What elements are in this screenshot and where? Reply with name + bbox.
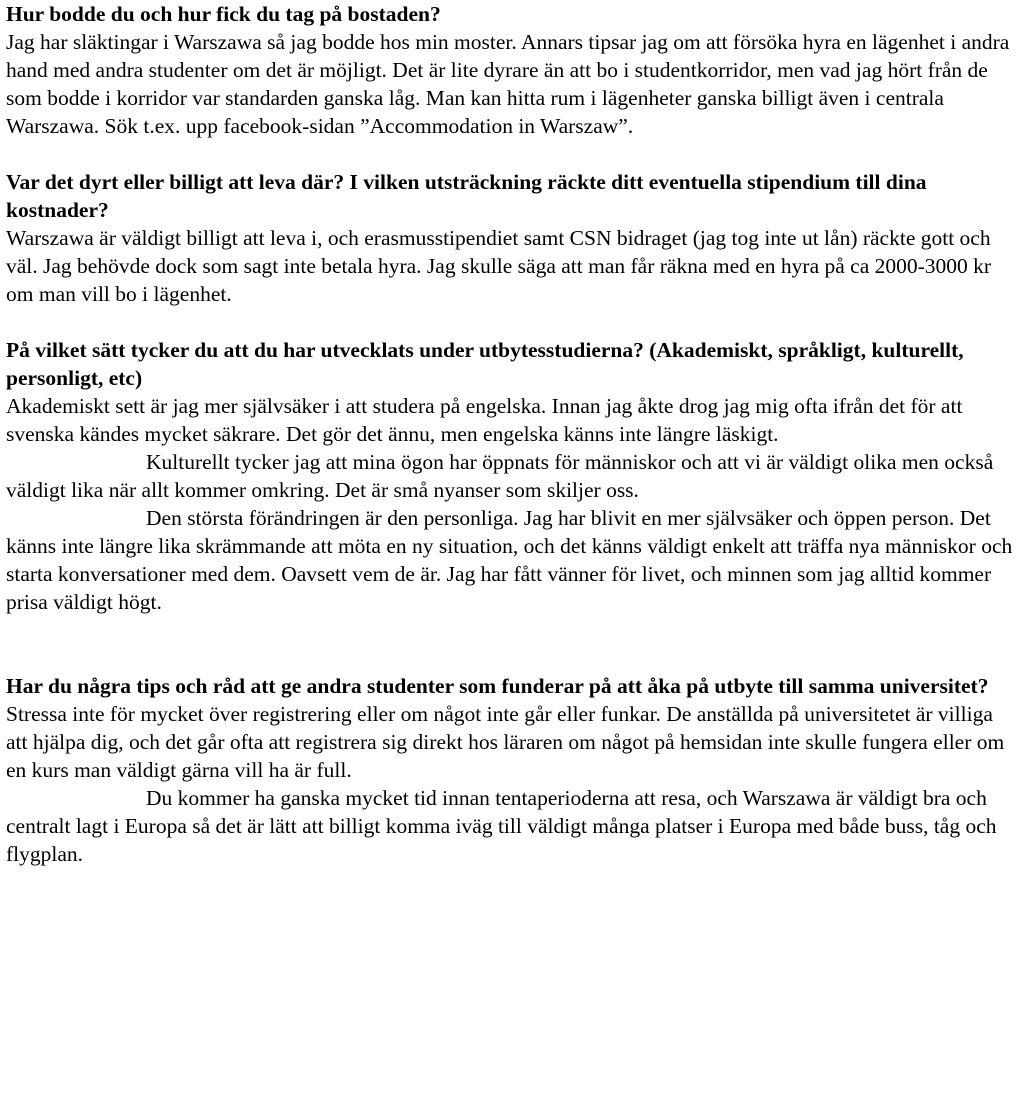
answer-paragraph: Jag har släktingar i Warszawa så jag bodde hos min moster. Annars tipsar jag om att försöka hyra en lägenhet i andra hand med andra studenter om det är möjligt. Det är lite dyrare än att bo i studentkorridor, men vad jag hört från de som bodde i korridor var standarden ganska låg. Man kan hitta rum i lägenheter ganska billigt även i centrala Warszawa. Sök t.ex. upp facebook-sidan ”Accommodation in Warszaw”.	[6, 30, 1010, 138]
spacer	[6, 308, 1016, 336]
question-heading: Har du några tips och råd att ge andra studenter som funderar på att åka på utbyte till samma universitet?	[6, 674, 989, 698]
spacer	[6, 140, 1016, 168]
question-heading: Hur bodde du och hur fick du tag på bostaden?	[6, 2, 441, 26]
section-housing	[6, 0, 1016, 140]
answer-paragraph: Akademiskt sett är jag mer självsäker i att studera på engelska. Innan jag åkte drog jag mig ofta ifrån det för att svenska kändes mycket säkrare. Det gör det ännu, men engelska känns inte längre läskigt.	[6, 394, 963, 446]
section-tips-and-advice	[6, 672, 1016, 868]
section-cost-of-living	[6, 168, 1016, 308]
question-heading: Var det dyrt eller billigt att leva där? I vilken utsträckning räckte ditt eventuella stipendium till dina kostnader?	[6, 170, 927, 222]
section-personal-development	[6, 336, 1016, 616]
answer-paragraph: Den största förändringen är den personliga. Jag har blivit en mer självsäker och öppen person. Det känns inte längre lika skrämmande att möta en ny situation, och det känns väldigt enkelt att träffa nya människor och starta konversationer med dem. Oavsett vem de är. Jag har fått vänner för livet, och minnen som jag alltid kommer prisa väldigt högt.	[6, 506, 1013, 614]
answer-paragraph: Warszawa är väldigt billigt att leva i, och erasmusstipendiet samt CSN bidraget (jag tog inte ut lån) räckte gott och väl. Jag behövde dock som sagt inte betala hyra. Jag skulle säga att man får räkna med en hyra på ca 2000-3000 kr om man vill bo i lägenhet.	[6, 226, 992, 306]
answer-paragraph: Stressa inte för mycket över registrering eller om något inte går eller funkar. De anställda på universitetet är villiga att hjälpa dig, och det går ofta att registrera sig direkt hos läraren om något på hemsidan inte skulle fungera eller om en kurs man väldigt gärna vill ha är full.	[6, 702, 1005, 782]
question-heading: På vilket sätt tycker du att du har utvecklats under utbytesstudierna? (Akademiskt, språkligt, kulturellt, personligt, etc)	[6, 338, 964, 390]
answer-paragraph: Du kommer ha ganska mycket tid innan tentaperioderna att resa, och Warszawa är väldigt bra och centralt lagt i Europa så det är lätt att billigt komma iväg till väldigt många platser i Europa med både buss, tåg och flygplan.	[6, 786, 997, 866]
spacer	[6, 616, 1016, 672]
answer-paragraph: Kulturellt tycker jag att mina ögon har öppnats för människor och att vi är väldigt olika men också väldigt lika när allt kommer omkring. Det är små nyanser som skiljer oss.	[6, 450, 994, 502]
